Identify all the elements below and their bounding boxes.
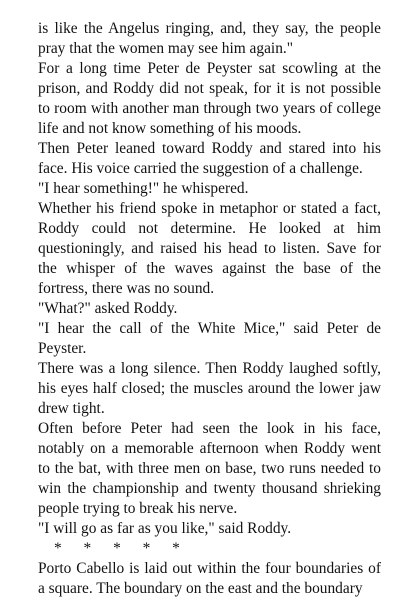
paragraph-6: "What?" asked Roddy. xyxy=(38,300,178,317)
paragraph-8: There was a long silence. Then Roddy laughed softly, his eyes half closed; the muscles around the lower jaw drew tight. xyxy=(38,360,381,417)
section-separator: * * * * * xyxy=(54,540,180,557)
paragraph-7: "I hear the call of the White Mice," said Peter de Peyster. xyxy=(38,320,381,357)
paragraph-10: "I will go as far as you like," said Roddy. xyxy=(38,520,292,537)
paragraph-1: is like the Angelus ringing, and, they say, the people pray that the women may see him again." xyxy=(38,20,381,57)
paragraph-11: Porto Cabello is laid out within the four boundaries of a square. The boundary on the east and the boundary xyxy=(38,560,381,597)
book-page xyxy=(38,19,381,599)
paragraph-4: "I hear something!" he whispered. xyxy=(38,180,249,197)
paragraph-5: Whether his friend spoke in metaphor or stated a fact, Roddy could not determine. He looked at him questioningly, and raised his head to listen. Save for the whisper of the waves against the base of the fortress, there was no sound. xyxy=(38,200,381,297)
paragraph-9: Often before Peter had seen the look in his face, notably on a memorable afternoon when Roddy went to the bat, with three men on base, two runs needed to win the championship and twenty thousand shrieking people trying to break his nerve. xyxy=(38,420,381,517)
paragraph-2: For a long time Peter de Peyster sat scowling at the prison, and Roddy did not speak, for it is not possible to room with another man through two years of college life and not know something of his moods. xyxy=(38,60,381,137)
paragraph-3: Then Peter leaned toward Roddy and stared into his face. His voice carried the suggestion of a challenge. xyxy=(38,140,381,177)
